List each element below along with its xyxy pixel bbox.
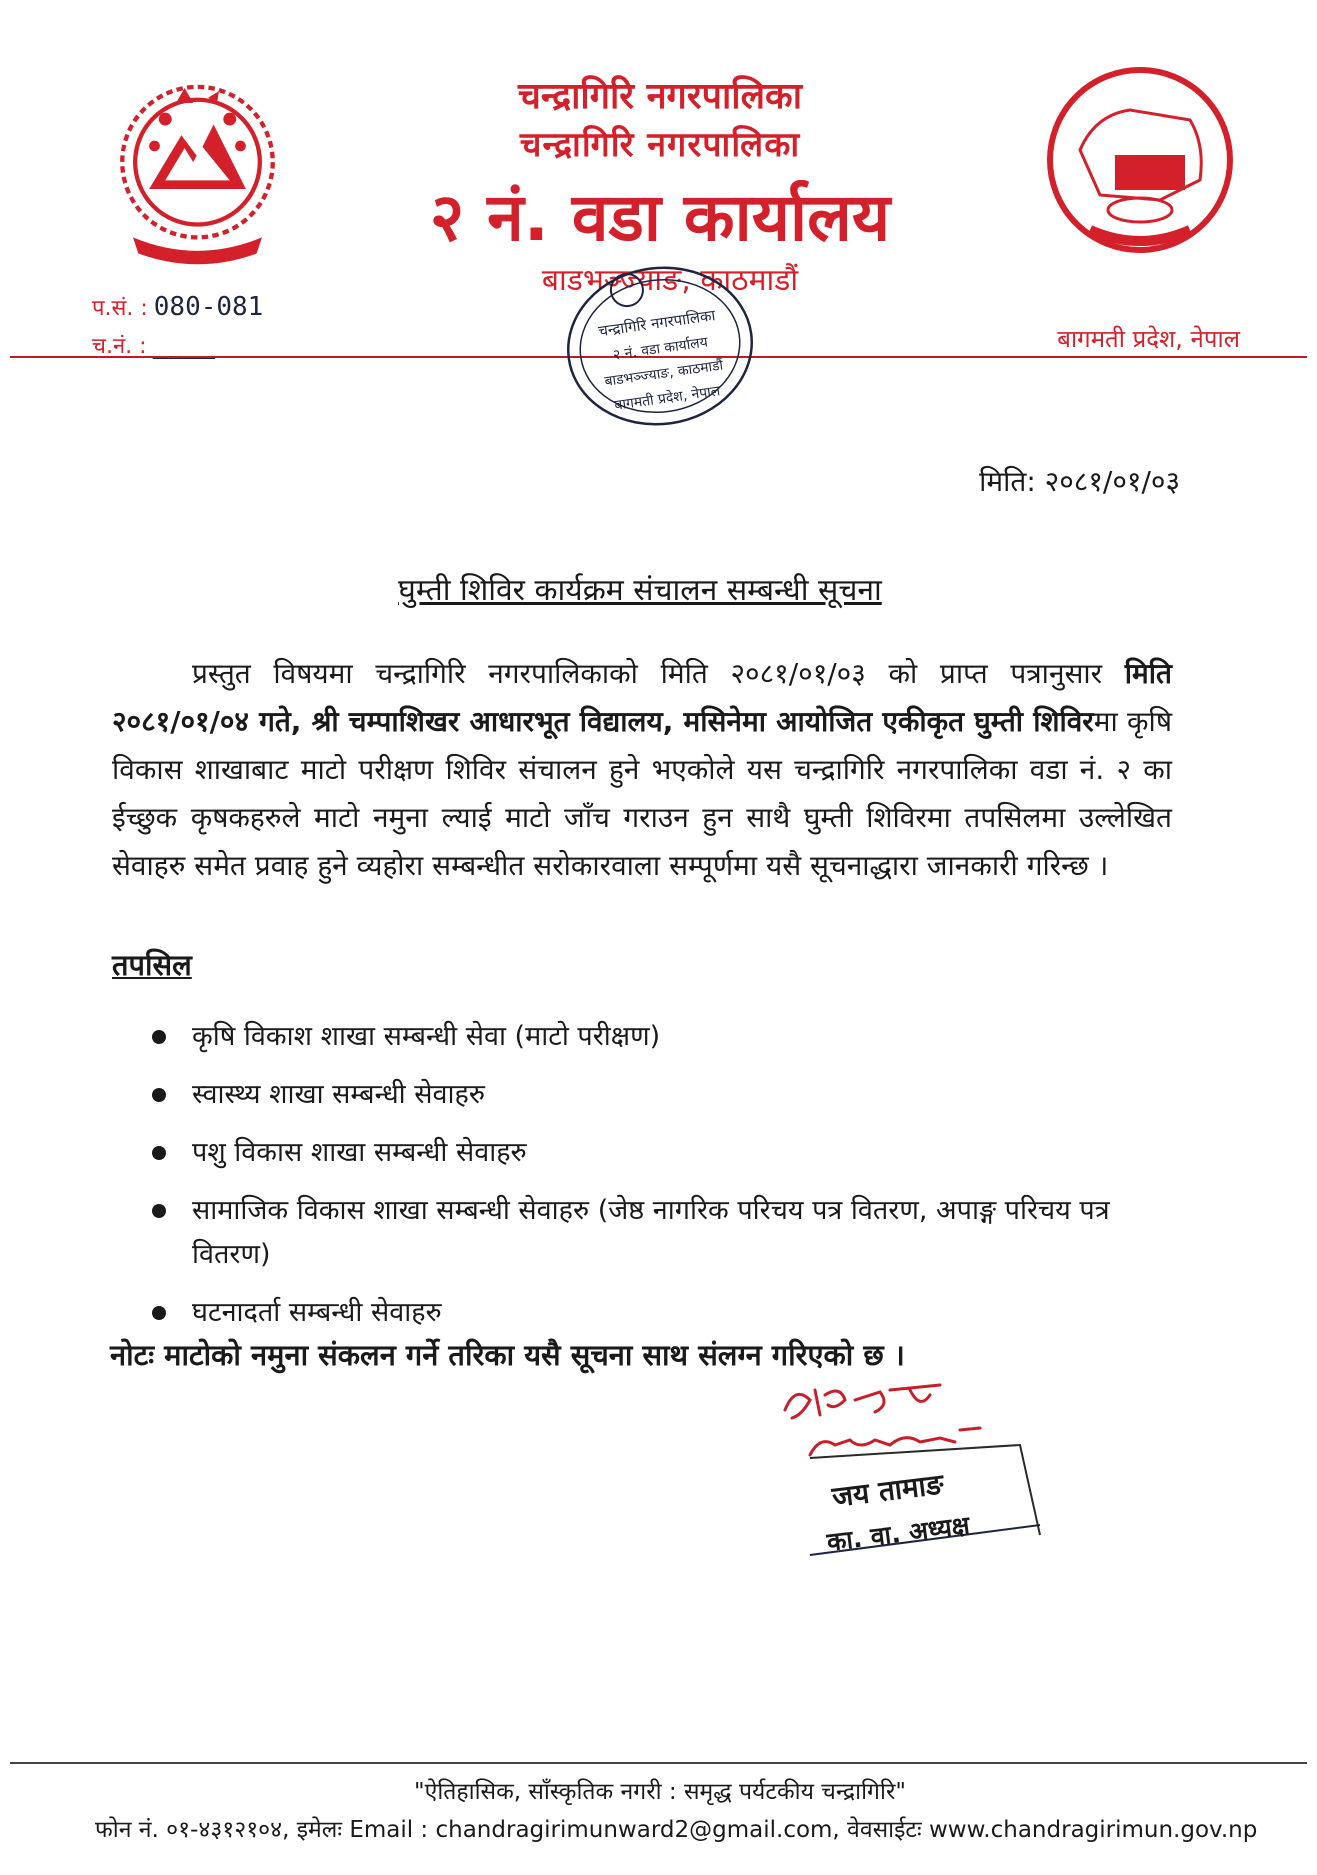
footer-divider	[10, 1762, 1307, 1764]
service-label: सामाजिक विकास शाखा सम्बन्धी सेवाहरु (जेष्ठ नागरिक परिचय पत्र वितरण, अपाङ्ग परिचय पत्र वितरण)	[192, 1195, 1110, 1270]
ps-label: प.सं. :	[92, 296, 148, 321]
nepal-emblem-logo	[90, 60, 305, 275]
municipality-name-secondary: चन्द्रागिरि नगरपालिका	[519, 125, 801, 165]
bullet-icon	[152, 1146, 166, 1160]
body-intro: प्रस्तुत विषयमा चन्द्रागिरि नगरपालिकाको मिति २०८१/०१/०३ को प्राप्त पत्रानुसार	[192, 657, 1125, 690]
letter-date: मिति: २०८१/०१/०३	[979, 465, 1180, 498]
stamp-line-2: २ नं. वडा कार्यालय	[612, 334, 709, 364]
notice-body	[112, 650, 1172, 890]
municipality-name: चन्द्रागिरि नगरपालिका	[517, 76, 803, 117]
service-label: घटनादर्ता सम्बन्धी सेवाहरु	[192, 1297, 442, 1328]
footer-contact: फोन नं. ०१-४३१२१०४, इमेलः Email : chandragirimunward2@gmail.com, वेवसाईटः www.chandragirimun.gov.np	[95, 1817, 1258, 1843]
notice-subject: घुम्ती शिविर कार्यक्रम संचालन सम्बन्धी सूचना	[398, 573, 882, 608]
footer-motto: "ऐतिहासिक, साँस्कृतिक नगरी : समृद्ध पर्यटकीय चन्द्रागिरि"	[414, 1779, 906, 1805]
list-item	[150, 1015, 1150, 1059]
service-label: पशु विकास शाखा सम्बन्धी सेवाहरु	[192, 1137, 527, 1168]
bullet-icon	[152, 1306, 166, 1320]
body-event-details: मिति २०८१/०१/०४ गते, श्री चम्पाशिखर आधारभूत विद्यालय, मसिनेमा आयोजित एकीकृत घुम्ती शिविर	[112, 657, 1172, 738]
signatory-title: का. वा. अध्यक्ष	[825, 1510, 972, 1557]
stamp-line-1: चन्द्रागिरि नगरपालिका	[597, 306, 717, 341]
list-item	[150, 1189, 1150, 1277]
note-text: नोटः माटोको नमुना संकलन गर्ने तरिका यसै सूचना साथ संलग्न गरिएको छ ।	[110, 1338, 905, 1372]
services-list	[150, 1015, 1150, 1349]
service-label: स्वास्थ्य शाखा सम्बन्धी सेवाहरु	[192, 1079, 485, 1110]
stamp-line-3: बाडभञ्ज्याङ, काठमाडौं	[603, 357, 725, 390]
ps-value: 080-081	[153, 292, 264, 322]
office-title: २ नं. वडा कार्यालय	[429, 179, 891, 256]
municipality-logo	[1040, 60, 1240, 260]
list-item	[150, 1073, 1150, 1117]
bullet-icon	[152, 1204, 166, 1218]
cn-label: च.नं. :	[92, 334, 147, 359]
list-item	[150, 1291, 1150, 1335]
office-address: बाडभञ्ज्याङ, काठमाडौं	[541, 263, 799, 298]
cn-value: ____	[152, 330, 216, 360]
details-heading: तपसिल	[112, 948, 192, 982]
service-label: कृषि विकाश शाखा सम्बन्धी सेवा (माटो परीक्षण)	[192, 1021, 661, 1052]
stamp-line-4: बागमती प्रदेश, नेपाल	[613, 383, 722, 414]
signatory-name: जय तामाङ	[830, 1467, 946, 1514]
body-rest: मा कृषि विकास शाखाबाट माटो परीक्षण शिविर संचालन हुने भएकोले यस चन्द्रागिरि नगरपालिका वडा नं. २ का ईच्छुक कृषकहरुले माटो नमुना ल्याई माटो जाँच गराउन हुन साथै घुम्ती शिविरमा तपसिलमा उल्लेखित सेवाहरु समेत प्रवाह हुने व्यहोरा सम्बन्धीत सरोकारवाला सम्पूर्णमा यसै सूचनाद्धारा जानकारी गरिन्छ ।	[112, 705, 1172, 882]
province-label: बागमती प्रदेश, नेपाल	[1057, 325, 1240, 353]
reference-ps	[92, 292, 263, 322]
list-item	[150, 1131, 1150, 1175]
bullet-icon	[152, 1088, 166, 1102]
bullet-icon	[152, 1030, 166, 1044]
office-stamp	[560, 256, 760, 436]
